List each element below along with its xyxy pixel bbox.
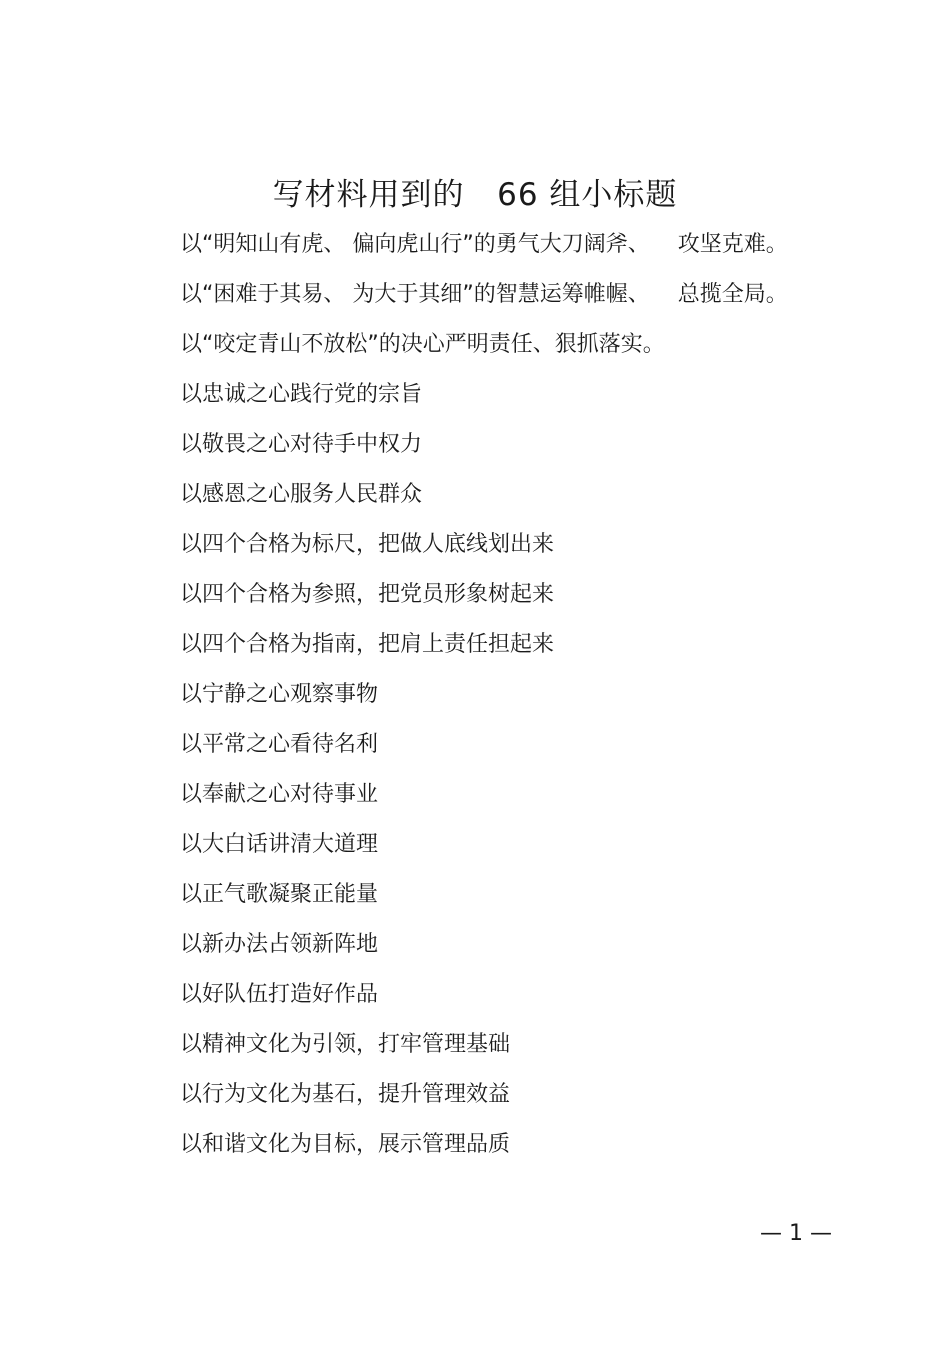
heading-line-16: 以好队伍打造好作品 bbox=[180, 982, 379, 1007]
heading-line-17: 以精神文化为引领，打牢管理基础 bbox=[180, 1032, 511, 1057]
heading-line-2: 以“困难于其易、 为大于其细”的智慧运筹帷幄、 总揽全局。 bbox=[180, 282, 788, 307]
heading-line-6: 以感恩之心服务人民群众 bbox=[180, 482, 423, 507]
heading-line-18: 以行为文化为基石，提升管理效益 bbox=[180, 1082, 511, 1107]
heading-line-9: 以四个合格为指南，把肩上责任担起来 bbox=[180, 632, 555, 657]
page-number: — 1 — bbox=[760, 1221, 832, 1246]
heading-line-8: 以四个合格为参照，把党员形象树起来 bbox=[180, 582, 555, 607]
heading-line-1: 以“明知山有虎、 偏向虎山行”的勇气大刀阔斧、 攻坚克难。 bbox=[180, 232, 788, 257]
heading-line-12: 以奉献之心对待事业 bbox=[180, 782, 379, 807]
document-title: 写材料用到的 66 组小标题 bbox=[272, 177, 678, 213]
heading-line-11: 以平常之心看待名利 bbox=[180, 732, 379, 757]
heading-line-15: 以新办法占领新阵地 bbox=[180, 932, 379, 957]
heading-line-10: 以宁静之心观察事物 bbox=[180, 682, 379, 707]
heading-line-19: 以和谐文化为目标，展示管理品质 bbox=[180, 1132, 511, 1157]
heading-line-14: 以正气歌凝聚正能量 bbox=[180, 882, 379, 907]
heading-line-5: 以敬畏之心对待手中权力 bbox=[180, 432, 423, 457]
heading-line-13: 以大白话讲清大道理 bbox=[180, 832, 379, 857]
heading-line-7: 以四个合格为标尺，把做人底线划出来 bbox=[180, 532, 555, 557]
heading-line-4: 以忠诚之心践行党的宗旨 bbox=[180, 382, 423, 407]
heading-list bbox=[180, 222, 880, 1172]
heading-line-3: 以“咬定青山不放松”的决心严明责任、狠抓落实。 bbox=[180, 332, 665, 357]
